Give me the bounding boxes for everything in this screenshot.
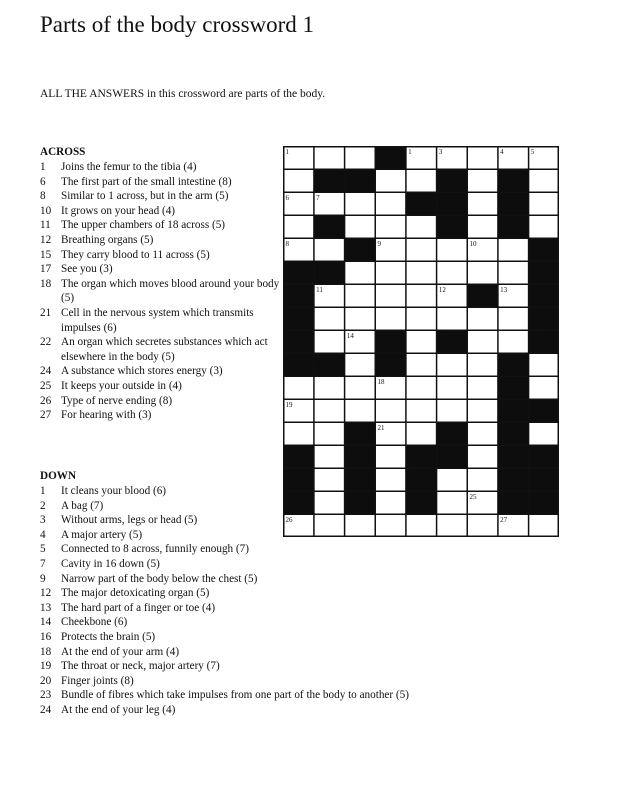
clue-text: An organ which secretes substances which act elsewhere in the body (5) [61,336,268,363]
clue-number: 19 [40,660,52,673]
crossword-grid-svg [283,146,559,537]
grid-cell[interactable] [437,400,467,423]
grid-cell[interactable] [437,308,467,331]
grid-cell-black [376,354,406,377]
clue-number: 6 [40,175,46,188]
grid-number: 9 [377,240,381,248]
grid-cell[interactable] [529,423,559,446]
grid-cell-black [498,193,528,216]
clue-number: 25 [40,379,52,392]
clue-number: 22 [40,336,52,349]
grid-cell[interactable] [345,262,375,285]
grid-cell-black [529,469,559,492]
grid-cell-black [498,216,528,239]
grid-cell[interactable] [345,377,375,400]
grid-cell-black [314,262,344,285]
grid-cell[interactable] [345,285,375,308]
clue-text: For hearing with (3) [61,409,152,422]
grid-number: 23 [346,447,354,455]
grid-cell[interactable] [345,216,375,239]
grid-cell[interactable] [498,308,528,331]
grid-cell-black [284,469,314,492]
grid-cell-black [345,423,375,446]
grid-cell-black [345,469,375,492]
grid-number: 13 [500,286,508,294]
grid-cell[interactable] [406,216,436,239]
clue-text: At the end of your arm (4) [61,645,180,658]
down-clue [40,586,460,601]
clue-number: 17 [40,263,52,276]
down-clue [40,659,460,674]
grid-cell-black [529,285,559,308]
down-clue [40,542,460,557]
clue-number: 1 [40,485,46,497]
clue-text: At the end of your leg (4) [61,703,176,716]
clue-text: Cheekbone (6) [61,616,128,629]
grid-cell[interactable] [406,423,436,446]
clue-text: It cleans your blood (6) [61,485,167,497]
clue-text: The throat or neck, major artery (7) [61,660,220,673]
grid-cell[interactable] [284,423,314,446]
clue-number: 20 [40,674,52,687]
grid-cell-black [498,446,528,469]
down-clue [40,572,460,587]
grid-cell[interactable] [314,239,344,262]
grid-number: 6 [285,194,289,202]
grid-number: 27 [500,516,508,524]
grid-cell[interactable] [376,400,406,423]
clue-number: 2 [40,499,46,512]
grid-cell-black [498,377,528,400]
grid-number: 4 [500,148,504,156]
grid-number: 10 [469,240,477,248]
clue-number: 13 [40,601,52,614]
grid-number: 24 [408,470,416,478]
grid-cell-black [437,193,467,216]
grid-cell[interactable] [406,400,436,423]
grid-number: 25 [469,493,477,501]
grid-number: 8 [285,240,289,248]
grid-cell[interactable] [437,469,467,492]
clue-text: A bag (7) [61,499,104,512]
grid-cell-black [529,492,559,515]
grid-number: 22 [285,447,293,455]
grid-cell[interactable] [529,170,559,193]
across-heading: ACROSS [40,146,86,158]
grid-cell-black [284,285,314,308]
grid-cell[interactable] [406,354,436,377]
grid-cell-black [529,400,559,423]
page-title: Parts of the body crossword 1 [40,12,315,37]
clue-text: Protects the brain (5) [61,630,156,643]
clue-number: 21 [40,306,52,319]
grid-cell[interactable] [376,262,406,285]
grid-cell[interactable] [345,308,375,331]
grid-cell[interactable] [468,147,498,170]
down-clue [40,674,460,689]
clue-number: 5 [40,543,46,556]
grid-cell[interactable] [314,331,344,354]
clue-number: 14 [40,616,52,629]
grid-cell[interactable] [345,400,375,423]
clue-text: Connected to 8 across, funnily enough (7) [61,543,249,556]
down-clue [40,601,460,616]
clue-text: It keeps your outside in (4) [61,379,182,392]
grid-cell[interactable] [468,469,498,492]
grid-cell[interactable] [437,239,467,262]
grid-cell[interactable] [284,377,314,400]
grid-number: 19 [285,401,293,409]
clue-text: The major detoxicating organ (5) [61,587,210,600]
grid-number: 5 [530,148,535,156]
clue-text: Cell in the nervous system which transmits impulses (6) [61,306,254,334]
clue-text: Cavity in 16 down (5) [61,557,160,570]
grid-cell[interactable] [314,446,344,469]
grid-cell-black [284,331,314,354]
down-clue [40,615,460,630]
crossword-grid [283,146,559,537]
grid-cell[interactable] [376,308,406,331]
grid-cell-black [529,308,559,331]
grid-cell[interactable] [376,285,406,308]
grid-cell-black [498,354,528,377]
grid-cell[interactable] [468,193,498,216]
grid-cell-black [314,170,344,193]
grid-cell[interactable] [376,492,406,515]
clue-text: Joins the femur to the tibia (4) [61,161,197,173]
clue-number: 10 [40,204,52,217]
clue-number: 7 [40,557,46,570]
grid-cell[interactable] [406,170,436,193]
grid-cell[interactable] [498,262,528,285]
grid-number: 21 [377,424,385,432]
grid-cell[interactable] [376,193,406,216]
grid-cell[interactable] [529,216,559,239]
grid-cell[interactable] [406,377,436,400]
grid-number: 1 [408,148,412,156]
grid-cell-black [498,469,528,492]
grid-cell-black [345,492,375,515]
clue-number: 11 [40,219,51,232]
grid-cell[interactable] [314,515,344,538]
grid-cell-black [468,285,498,308]
grid-cell[interactable] [314,147,344,170]
clue-number: 12 [40,587,52,600]
grid-cell-black [406,193,436,216]
grid-cell[interactable] [437,492,467,515]
grid-cell[interactable] [376,469,406,492]
grid-cell-black [437,216,467,239]
grid-cell-black [498,492,528,515]
clue-number: 9 [40,572,46,585]
intro-text: ALL THE ANSWERS in this crossword are parts of the body. [40,88,326,100]
grid-cell[interactable] [314,400,344,423]
grid-cell-black [529,262,559,285]
grid-cell[interactable] [468,331,498,354]
clue-text: Finger joints (8) [61,674,134,687]
grid-cell[interactable] [406,262,436,285]
grid-cell[interactable] [529,515,559,538]
grid-cell[interactable] [345,515,375,538]
grid-cell-black [406,492,436,515]
grid-cell[interactable] [314,492,344,515]
grid-cell[interactable] [406,308,436,331]
grid-cell[interactable] [468,400,498,423]
clue-number: 12 [40,233,52,246]
clue-number: 4 [40,528,46,541]
grid-cell[interactable] [406,515,436,538]
grid-cell[interactable] [468,216,498,239]
down-clue [40,703,460,718]
grid-cell[interactable] [345,354,375,377]
grid-cell[interactable] [498,331,528,354]
grid-cell-black [345,170,375,193]
clue-text: It grows on your head (4) [61,204,176,217]
clue-number: 8 [40,190,46,203]
grid-cell[interactable] [437,377,467,400]
clue-number: 24 [40,703,52,716]
grid-cell-black [376,147,406,170]
grid-number: 11 [316,286,323,294]
grid-cell[interactable] [437,515,467,538]
down-heading: DOWN [40,470,77,482]
clue-text: Breathing organs (5) [61,233,154,246]
clue-number: 18 [40,645,52,658]
grid-cell[interactable] [314,469,344,492]
grid-number: 1 [285,148,289,156]
grid-cell[interactable] [468,377,498,400]
grid-cell-black [314,216,344,239]
clue-text: The upper chambers of 18 across (5) [61,219,226,232]
grid-number: 3 [438,148,443,156]
grid-cell[interactable] [468,170,498,193]
grid-cell-black [406,446,436,469]
grid-cell[interactable] [529,377,559,400]
grid-cell[interactable] [406,239,436,262]
grid-cell-black [529,446,559,469]
grid-cell[interactable] [376,216,406,239]
grid-cell[interactable] [437,262,467,285]
grid-cell[interactable] [314,308,344,331]
grid-cell[interactable] [529,193,559,216]
grid-number: 12 [438,286,446,294]
grid-number: 17 [316,355,324,363]
clue-number: 16 [40,630,52,643]
clue-text: Without arms, legs or head (5) [61,514,198,527]
grid-cell[interactable] [345,147,375,170]
grid-number: 26 [285,516,293,524]
grid-cell[interactable] [529,354,559,377]
grid-cell-black [437,446,467,469]
grid-number: 7 [316,194,320,202]
grid-cell[interactable] [314,423,344,446]
grid-cell-black [498,423,528,446]
grid-cell[interactable] [468,515,498,538]
grid-cell[interactable] [406,331,436,354]
grid-cell[interactable] [345,193,375,216]
grid-cell[interactable] [406,285,436,308]
clue-number: 24 [40,365,52,378]
grid-cell[interactable] [498,239,528,262]
grid-cell-black [437,170,467,193]
clue-text: The organ which moves blood around your body (5) [61,277,280,305]
down-clue [40,630,460,645]
clue-number: 26 [40,394,52,407]
clue-number: 1 [40,161,46,173]
grid-cell[interactable] [376,515,406,538]
grid-cell-black [284,262,314,285]
clue-text: Narrow part of the body below the chest (5) [61,572,258,585]
grid-cell-black [284,308,314,331]
grid-cell[interactable] [376,170,406,193]
down-clue [40,557,460,572]
grid-cell-black [376,331,406,354]
clue-number: 18 [40,277,52,290]
clue-number: 3 [40,514,46,527]
grid-cell[interactable] [468,354,498,377]
grid-cell[interactable] [468,308,498,331]
grid-cell[interactable] [314,377,344,400]
grid-cell-black [284,492,314,515]
grid-cell[interactable] [284,170,314,193]
grid-cell[interactable] [376,446,406,469]
clue-text: Type of nerve ending (8) [61,394,173,407]
down-clue [40,645,460,660]
grid-number: 18 [377,378,385,386]
grid-cell-black [437,423,467,446]
grid-number: 20 [500,401,508,409]
clue-number: 15 [40,248,52,261]
grid-cell-black [345,239,375,262]
grid-cell[interactable] [284,216,314,239]
clue-text: See you (3) [61,263,113,276]
clue-text: The hard part of a finger or toe (4) [61,601,216,614]
clue-text: The first part of the small intestine (8) [61,175,232,188]
clue-text: A substance which stores energy (3) [61,365,223,378]
clue-text: Similar to 1 across, but in the arm (5) [61,190,229,203]
grid-cell-black [284,354,314,377]
grid-cell-black [529,239,559,262]
grid-cell[interactable] [468,423,498,446]
down-clue [40,688,460,703]
grid-number: 15 [438,332,446,340]
clue-text: A major artery (5) [61,528,143,541]
grid-number: 14 [346,332,354,340]
grid-cell[interactable] [437,354,467,377]
grid-cell-black [498,170,528,193]
clue-number: 23 [40,689,52,702]
grid-cell[interactable] [468,262,498,285]
clue-text: They carry blood to 11 across (5) [61,248,210,261]
clue-number: 27 [40,409,52,422]
grid-cell[interactable] [468,446,498,469]
grid-number: 16 [530,332,538,340]
clue-text: Bundle of fibres which take impulses from one part of the body to another (5) [61,689,409,702]
